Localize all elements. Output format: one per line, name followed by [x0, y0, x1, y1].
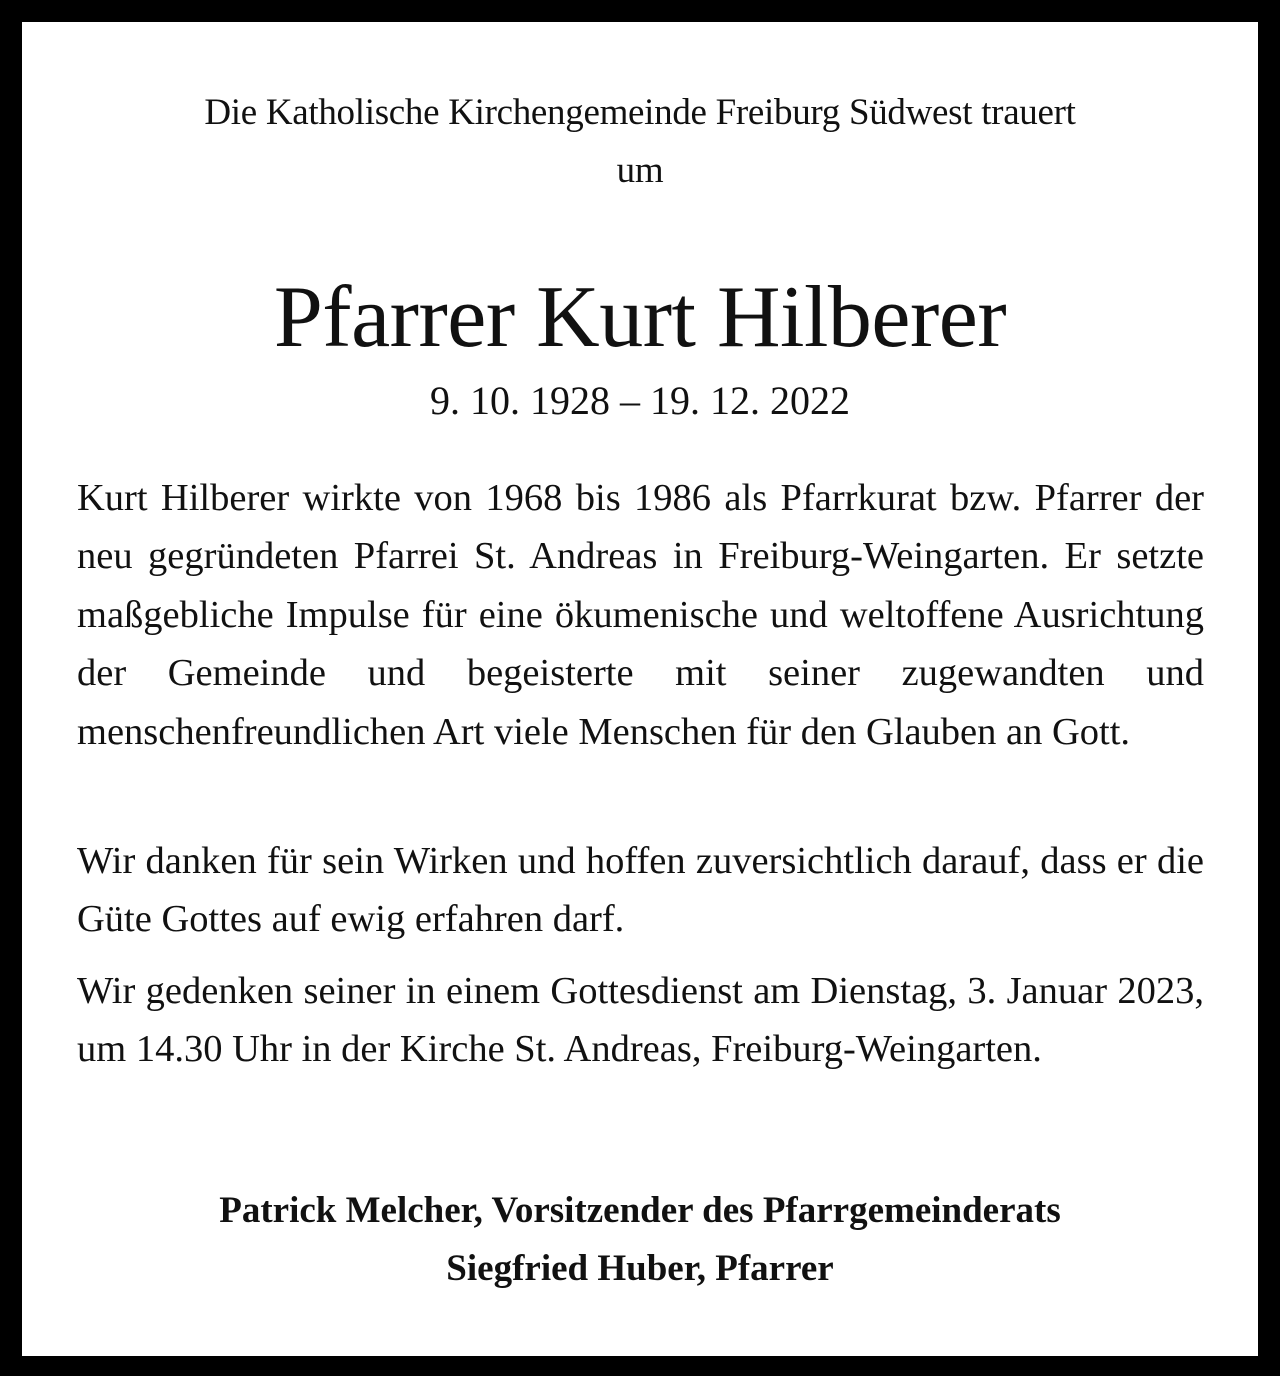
paragraph-biography: Kurt Hilberer wirkte von 1968 bis 1986 als Pfarrkurat bzw. Pfarrer der neu gegründeten Pfarrei St. Andreas in Freiburg-Weingarten. Er setzte maßgebliche Impulse für eine ökumenische und weltoffene Ausrichtung der Gemeinde und begeisterte mit seiner zugewandten und menschenfreundlichen Art viele Menschen für den Glauben an Gott. [77, 477, 1204, 753]
header-line-2: um [616, 150, 664, 191]
obituary-notice [22, 22, 1258, 1356]
deceased-name: Pfarrer Kurt Hilberer [273, 269, 1007, 366]
life-dates: 9. 10. 1928 – 19. 12. 2022 [430, 378, 850, 423]
header [22, 84, 1258, 200]
signer-1: Patrick Melcher, Vorsitzender des Pfarrgemeinderats [219, 1190, 1061, 1231]
signatories [22, 1182, 1258, 1298]
paragraph-thanks: Wir danken für sein Wirken und hoffen zuversichtlich darauf, dass er die Güte Gottes auf ewig erfahren darf. [77, 840, 1204, 941]
header-line-1: Die Katholische Kirchengemeinde Freiburg Südwest trauert [204, 92, 1076, 133]
paragraph-service: Wir gedenken seiner in einem Gottesdienst am Dienstag, 3. Januar 2023, um 14.30 Uhr in der Kirche St. Andreas, Freiburg-Weingarten. [77, 970, 1204, 1071]
signer-2: Siegfried Huber, Pfarrer [446, 1248, 834, 1289]
